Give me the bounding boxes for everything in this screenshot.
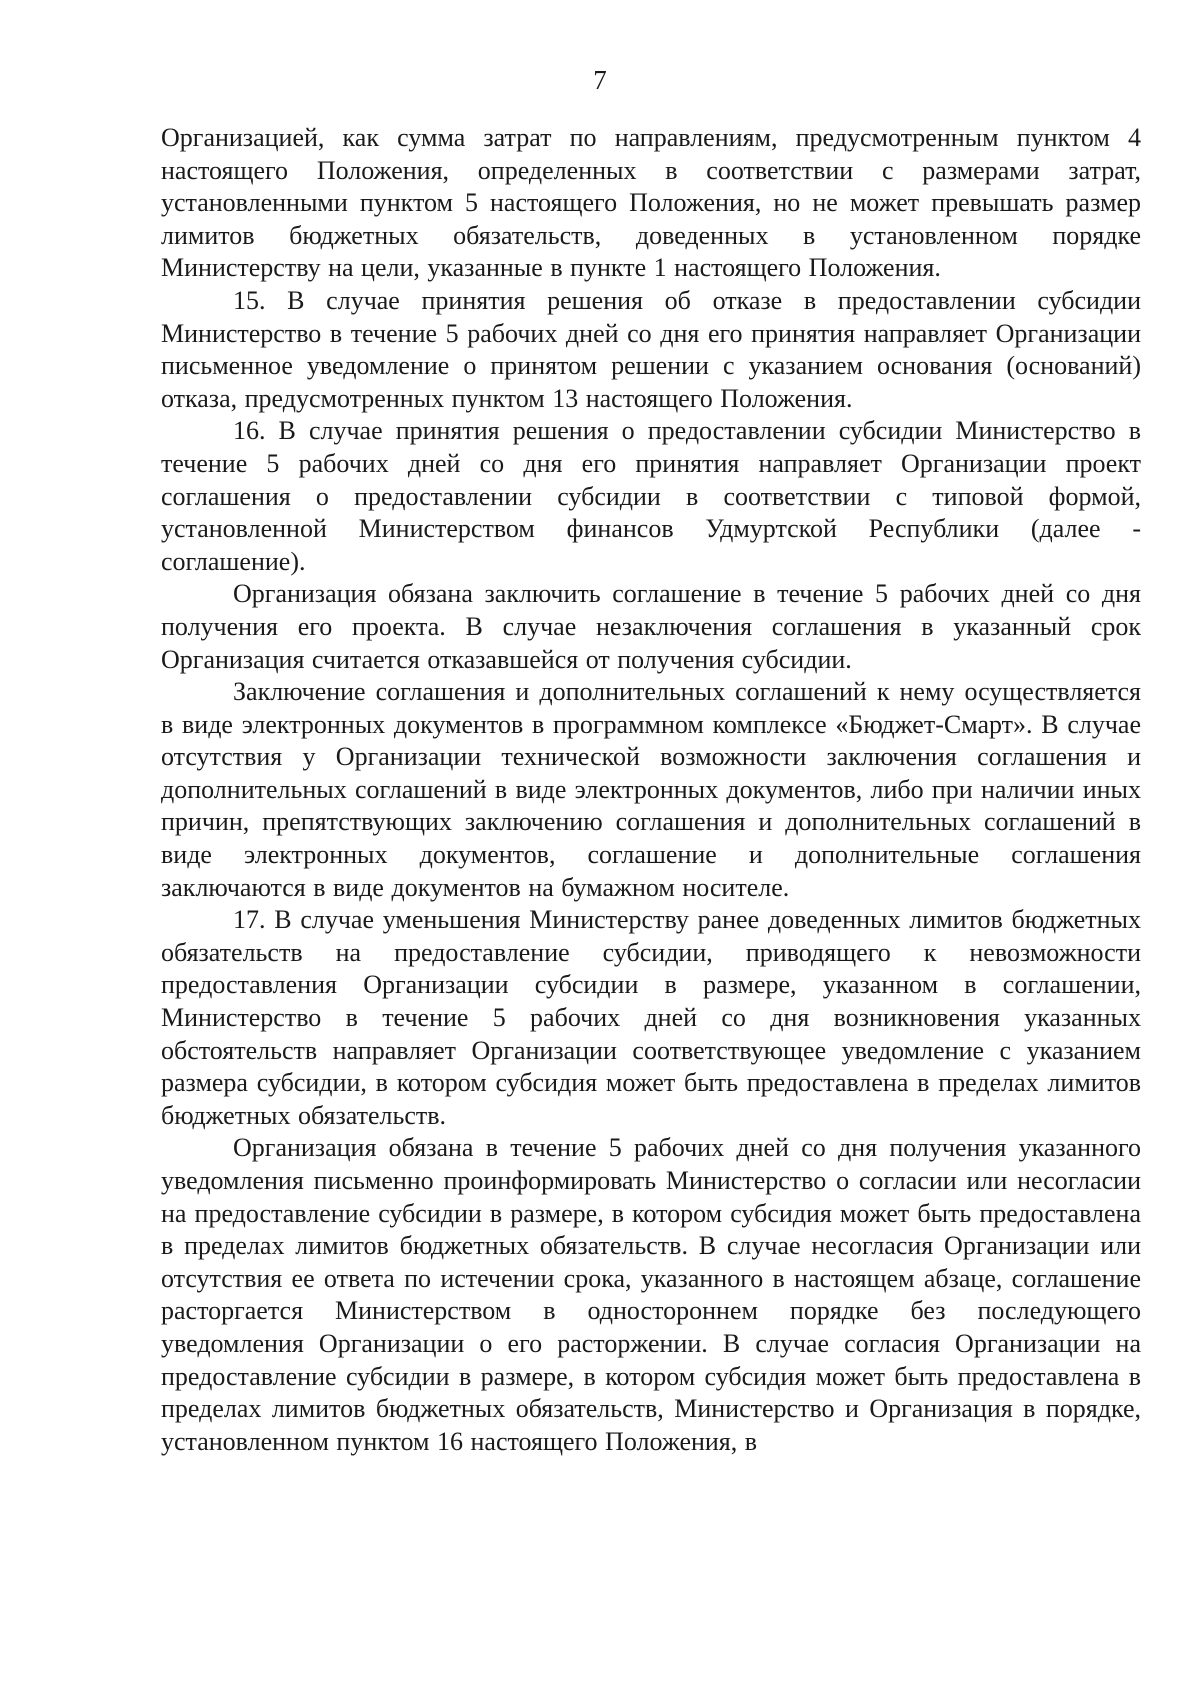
paragraph-notification-response: Организация обязана в течение 5 рабочих дней со дня получения указанного уведомления письменно проинформировать Министерство о согласии или несогласии на предоставление субсидии в размере, в котором субсидия может быть предоставлена в пределах лимитов бюджетных обязательств. В случае несогласия Организации или отсутствия ее ответа по истечении срока, указанного в настоящем абзаце, соглашение расторгается Министерством в одностороннем порядке без последующего уведомления Организации о его расторжении. В случае согласия Организации на предоставление субсидии в размере, в котором субсидия может быть предоставлена в пределах лимитов бюджетных обязательств, Министерство и Организация в порядке, установленном пунктом 16 настоящего Положения, в <box>161 1133 1141 1456</box>
paragraph-continuation: Организацией, как сумма затрат по направлениям, предусмотренным пунктом 4 настоящего Положения, определенных в соответствии с размерами затрат, установленными пунктом 5 настоящего Положения, но не может превышать размер лимитов бюджетных обязательств, доведенных в установленном порядке Министерству на цели, указанные в пункте 1 настоящего Положения. <box>161 123 1141 283</box>
paragraph-electronic-documents: Заключение соглашения и дополнительных соглашений к нему осуществляется в виде электронных документов в программном комплексе «Бюджет-Смарт». В случае отсутствия у Организации технической возможности заключения соглашения и дополнительных соглашений в виде электронных документов, либо при наличии иных причин, препятствующих заключению соглашения и дополнительных соглашений в виде электронных документов, соглашение и дополнительные соглашения заключаются в виде документов на бумажном носителе. <box>161 677 1141 902</box>
page-number: 7 <box>593 65 607 95</box>
paragraph-item-16: 16. В случае принятия решения о предоставлении субсидии Министерство в течение 5 рабочих дней со дня его принятия направляет Организации проект соглашения о предоставлении субсидии в соответствии с типовой формой, установленной Министерством финансов Удмуртской Республики (далее - соглашение). <box>161 416 1141 576</box>
paragraph-item-17: 17. В случае уменьшения Министерству ранее доведенных лимитов бюджетных обязательств на предоставление субсидии, приводящего к невозможности предоставления Организации субсидии в размере, указанном в соглашении, Министерство в течение 5 рабочих дней со дня возникновения указанных обстоятельств направляет Организации соответствующее уведомление с указанием размера субсидии, в котором субсидия может быть предоставлена в пределах лимитов бюджетных обязательств. <box>161 905 1141 1130</box>
paragraph-item-15: 15. В случае принятия решения об отказе в предоставлении субсидии Министерство в течение 5 рабочих дней со дня его принятия направляет Организации письменное уведомление о принятом решении с указанием основания (оснований) отказа, предусмотренных пунктом 13 настоящего Положения. <box>161 285 1141 413</box>
document-body <box>161 122 1141 1458</box>
paragraph-agreement-obligation: Организация обязана заключить соглашение в течение 5 рабочих дней со дня получения его проекта. В случае незаключения соглашения в указанный срок Организация считается отказавшейся от получения субсидии. <box>161 579 1141 674</box>
